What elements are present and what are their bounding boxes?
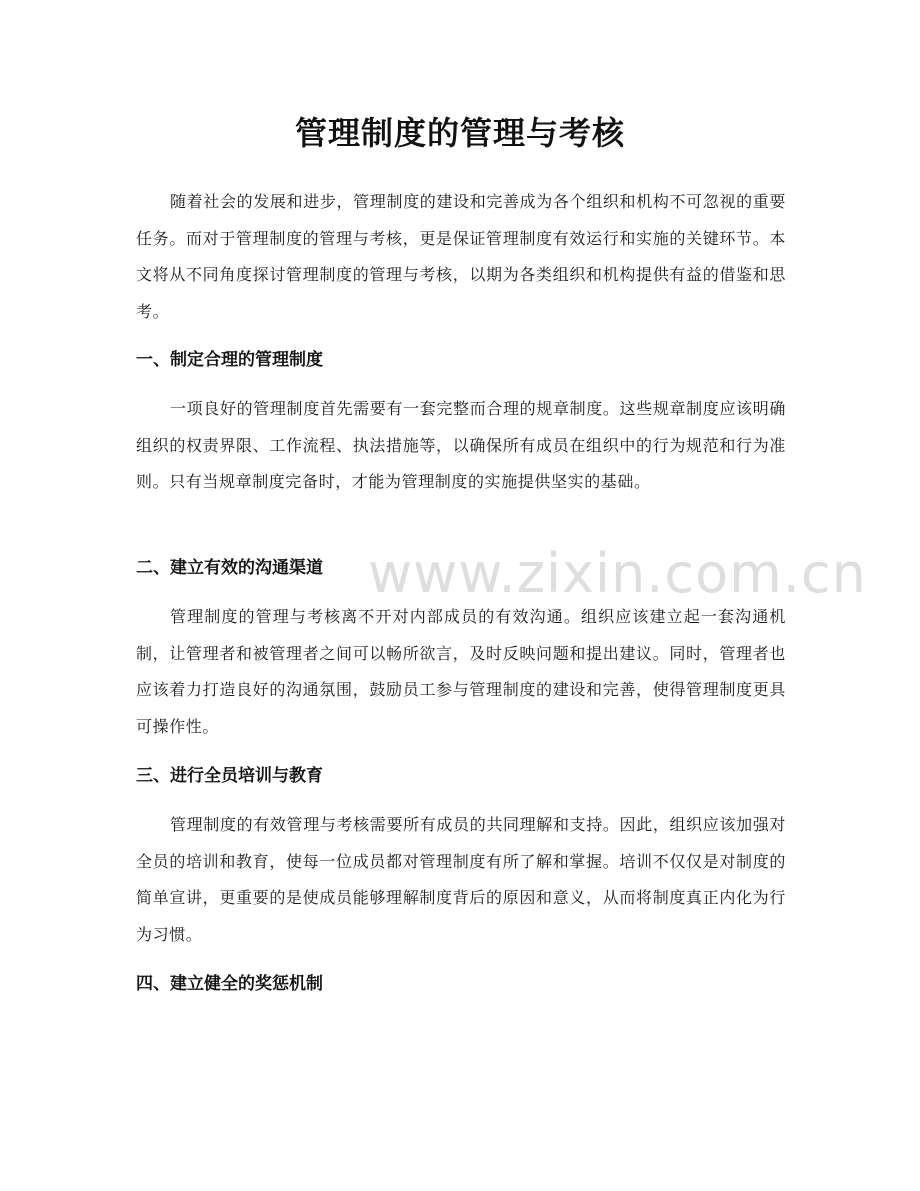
section-body-1: 一项良好的管理制度首先需要有一套完整而合理的规章制度。这些规章制度应该明确组织的权责界限、工作流程、执法措施等，以确保所有成员在组织中的行为规范和行为准则。只有当规章制度完备时，才能为管理制度的实施提供坚实的基础。 xyxy=(136,399,786,491)
watermark-text: www.zixin.com.cn xyxy=(368,542,867,605)
section-body-3: 管理制度的有效管理与考核需要所有成员的共同理解和支持。因此，组织应该加强对全员的培训和教育，使每一位成员都对管理制度有所了解和掌握。培训不仅仅是对制度的简单宣讲，更重要的是使成员能够理解制度背后的原因和意义，从而将制度真正内化为行为习惯。 xyxy=(136,815,786,944)
document-title: 管理制度的管理与考核 xyxy=(294,114,625,152)
section-heading-3: 三、进行全员培训与教育 xyxy=(136,766,323,786)
section-heading-2: 二、建立有效的沟通渠道 xyxy=(136,558,323,578)
section-heading-4: 四、建立健全的奖惩机制 xyxy=(136,974,323,994)
section-heading-1: 一、制定合理的管理制度 xyxy=(136,350,323,370)
section-body-2: 管理制度的管理与考核离不开对内部成员的有效沟通。组织应该建立起一套沟通机制，让管理者和被管理者之间可以畅所欲言，及时反映问题和提出建议。同时，管理者也应该着力打造良好的沟通氛围，鼓励员工参与管理制度的建设和完善，使得管理制度更具可操作性。 xyxy=(136,607,786,736)
intro-paragraph: 随着社会的发展和进步，管理制度的建设和完善成为各个组织和机构不可忽视的重要任务。而对于管理制度的管理与考核，更是保证管理制度有效运行和实施的关键环节。本文将从不同角度探讨管理制度的管理与考核，以期为各类组织和机构提供有益的借鉴和思考。 xyxy=(136,192,786,321)
